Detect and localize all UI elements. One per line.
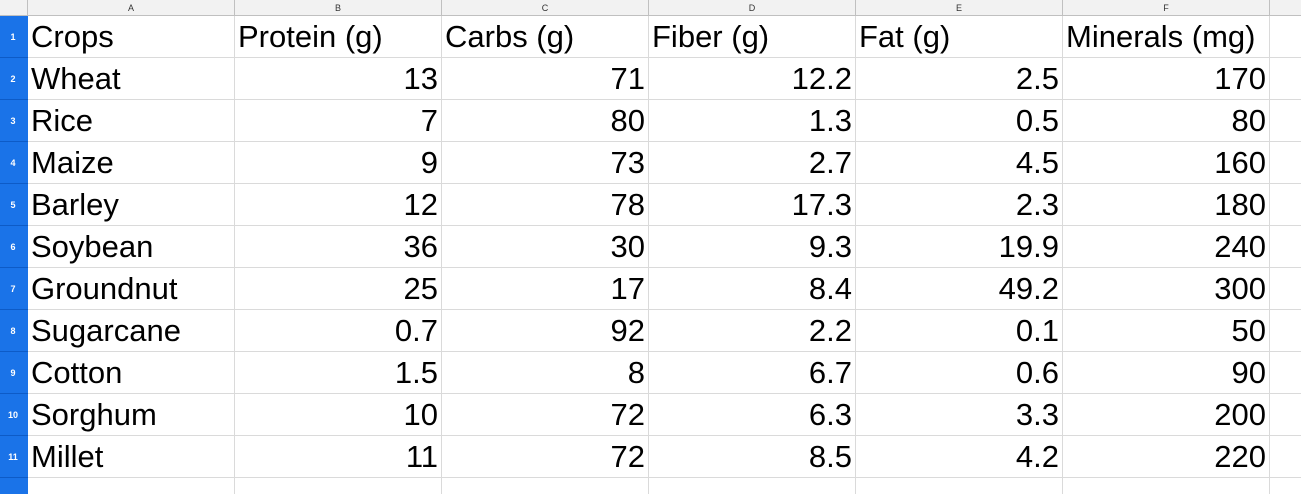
cell-d8[interactable]: 2.2 — [649, 310, 856, 352]
column-header-c[interactable]: C — [442, 0, 649, 16]
row-headers — [0, 16, 28, 494]
cell-d1[interactable]: Fiber (g) — [649, 16, 856, 58]
cell-e10[interactable]: 3.3 — [856, 394, 1063, 436]
cell-g5[interactable] — [1270, 184, 1301, 226]
cell-a11[interactable]: Millet — [28, 436, 235, 478]
row-header-11[interactable]: 11 — [0, 436, 28, 478]
column-header-e[interactable]: E — [856, 0, 1063, 16]
cell-b5[interactable]: 12 — [235, 184, 442, 226]
row-header-5[interactable]: 5 — [0, 184, 28, 226]
cell-f7[interactable]: 300 — [1063, 268, 1270, 310]
cell-d11[interactable]: 8.5 — [649, 436, 856, 478]
empty-cell[interactable] — [1270, 478, 1301, 494]
cell-g10[interactable] — [1270, 394, 1301, 436]
table-row — [28, 142, 1301, 184]
cell-d4[interactable]: 2.7 — [649, 142, 856, 184]
column-header-a[interactable]: A — [28, 0, 235, 16]
column-header-b[interactable]: B — [235, 0, 442, 16]
cell-g3[interactable] — [1270, 100, 1301, 142]
cell-c9[interactable]: 8 — [442, 352, 649, 394]
row-header-9[interactable]: 9 — [0, 352, 28, 394]
cell-d2[interactable]: 12.2 — [649, 58, 856, 100]
cell-a1[interactable]: Crops — [28, 16, 235, 58]
cell-c4[interactable]: 73 — [442, 142, 649, 184]
row-header-6[interactable]: 6 — [0, 226, 28, 268]
cell-a7[interactable]: Groundnut — [28, 268, 235, 310]
cell-e8[interactable]: 0.1 — [856, 310, 1063, 352]
table-row — [28, 478, 1301, 494]
cell-g7[interactable] — [1270, 268, 1301, 310]
cell-d5[interactable]: 17.3 — [649, 184, 856, 226]
cell-b3[interactable]: 7 — [235, 100, 442, 142]
table-row — [28, 58, 1301, 100]
cell-e7[interactable]: 49.2 — [856, 268, 1063, 310]
cell-e9[interactable]: 0.6 — [856, 352, 1063, 394]
cell-g6[interactable] — [1270, 226, 1301, 268]
cell-a10[interactable]: Sorghum — [28, 394, 235, 436]
cell-c5[interactable]: 78 — [442, 184, 649, 226]
row-header-2[interactable]: 2 — [0, 58, 28, 100]
cell-d3[interactable]: 1.3 — [649, 100, 856, 142]
row-header-8[interactable]: 8 — [0, 310, 28, 352]
cell-f6[interactable]: 240 — [1063, 226, 1270, 268]
cell-c10[interactable]: 72 — [442, 394, 649, 436]
column-headers — [28, 0, 1301, 16]
cell-c8[interactable]: 92 — [442, 310, 649, 352]
column-header-g[interactable] — [1270, 0, 1301, 16]
row-header-7[interactable]: 7 — [0, 268, 28, 310]
cell-a2[interactable]: Wheat — [28, 58, 235, 100]
cell-a8[interactable]: Sugarcane — [28, 310, 235, 352]
cell-a9[interactable]: Cotton — [28, 352, 235, 394]
row-header-12[interactable] — [0, 478, 28, 494]
cell-c2[interactable]: 71 — [442, 58, 649, 100]
table-row — [28, 352, 1301, 394]
cell-c1[interactable]: Carbs (g) — [442, 16, 649, 58]
empty-cell[interactable] — [856, 478, 1063, 494]
cell-f3[interactable]: 80 — [1063, 100, 1270, 142]
empty-cell[interactable] — [235, 478, 442, 494]
cell-d7[interactable]: 8.4 — [649, 268, 856, 310]
table-row — [28, 226, 1301, 268]
cell-c11[interactable]: 72 — [442, 436, 649, 478]
cell-a5[interactable]: Barley — [28, 184, 235, 226]
cell-b1[interactable]: Protein (g) — [235, 16, 442, 58]
row-header-1[interactable]: 1 — [0, 16, 28, 58]
select-all-corner[interactable] — [0, 0, 28, 16]
cell-b10[interactable]: 10 — [235, 394, 442, 436]
cell-g1[interactable] — [1270, 16, 1301, 58]
cell-f9[interactable]: 90 — [1063, 352, 1270, 394]
cell-e4[interactable]: 4.5 — [856, 142, 1063, 184]
cell-g11[interactable] — [1270, 436, 1301, 478]
table-row — [28, 394, 1301, 436]
cell-d9[interactable]: 6.7 — [649, 352, 856, 394]
cell-d6[interactable]: 9.3 — [649, 226, 856, 268]
cell-e2[interactable]: 2.5 — [856, 58, 1063, 100]
cell-c6[interactable]: 30 — [442, 226, 649, 268]
empty-cell[interactable] — [1063, 478, 1270, 494]
cell-f8[interactable]: 50 — [1063, 310, 1270, 352]
cell-b7[interactable]: 25 — [235, 268, 442, 310]
empty-cell[interactable] — [649, 478, 856, 494]
cell-g9[interactable] — [1270, 352, 1301, 394]
cell-f10[interactable]: 200 — [1063, 394, 1270, 436]
cell-e5[interactable]: 2.3 — [856, 184, 1063, 226]
cell-e3[interactable]: 0.5 — [856, 100, 1063, 142]
row-header-3[interactable]: 3 — [0, 100, 28, 142]
table-row — [28, 100, 1301, 142]
header-row — [28, 16, 1301, 58]
empty-cell[interactable] — [442, 478, 649, 494]
table-row — [28, 436, 1301, 478]
cell-c3[interactable]: 80 — [442, 100, 649, 142]
cell-a3[interactable]: Rice — [28, 100, 235, 142]
cell-e6[interactable]: 19.9 — [856, 226, 1063, 268]
cell-e11[interactable]: 4.2 — [856, 436, 1063, 478]
cell-grid — [28, 16, 1301, 494]
cell-b9[interactable]: 1.5 — [235, 352, 442, 394]
cell-g2[interactable] — [1270, 58, 1301, 100]
cell-f5[interactable]: 180 — [1063, 184, 1270, 226]
cell-d10[interactable]: 6.3 — [649, 394, 856, 436]
cell-g8[interactable] — [1270, 310, 1301, 352]
cell-a4[interactable]: Maize — [28, 142, 235, 184]
cell-c7[interactable]: 17 — [442, 268, 649, 310]
cell-f11[interactable]: 220 — [1063, 436, 1270, 478]
cell-f1[interactable]: Minerals (mg) — [1063, 16, 1270, 58]
cell-b2[interactable]: 13 — [235, 58, 442, 100]
table-row — [28, 310, 1301, 352]
cell-a6[interactable]: Soybean — [28, 226, 235, 268]
cell-b8[interactable]: 0.7 — [235, 310, 442, 352]
cell-e1[interactable]: Fat (g) — [856, 16, 1063, 58]
cell-f4[interactable]: 160 — [1063, 142, 1270, 184]
table-row — [28, 268, 1301, 310]
cell-b11[interactable]: 11 — [235, 436, 442, 478]
table-row — [28, 184, 1301, 226]
cell-f2[interactable]: 170 — [1063, 58, 1270, 100]
row-header-10[interactable]: 10 — [0, 394, 28, 436]
cell-b6[interactable]: 36 — [235, 226, 442, 268]
cell-b4[interactable]: 9 — [235, 142, 442, 184]
row-header-4[interactable]: 4 — [0, 142, 28, 184]
empty-cell[interactable] — [28, 478, 235, 494]
column-header-f[interactable]: F — [1063, 0, 1270, 16]
cell-g4[interactable] — [1270, 142, 1301, 184]
column-header-d[interactable]: D — [649, 0, 856, 16]
